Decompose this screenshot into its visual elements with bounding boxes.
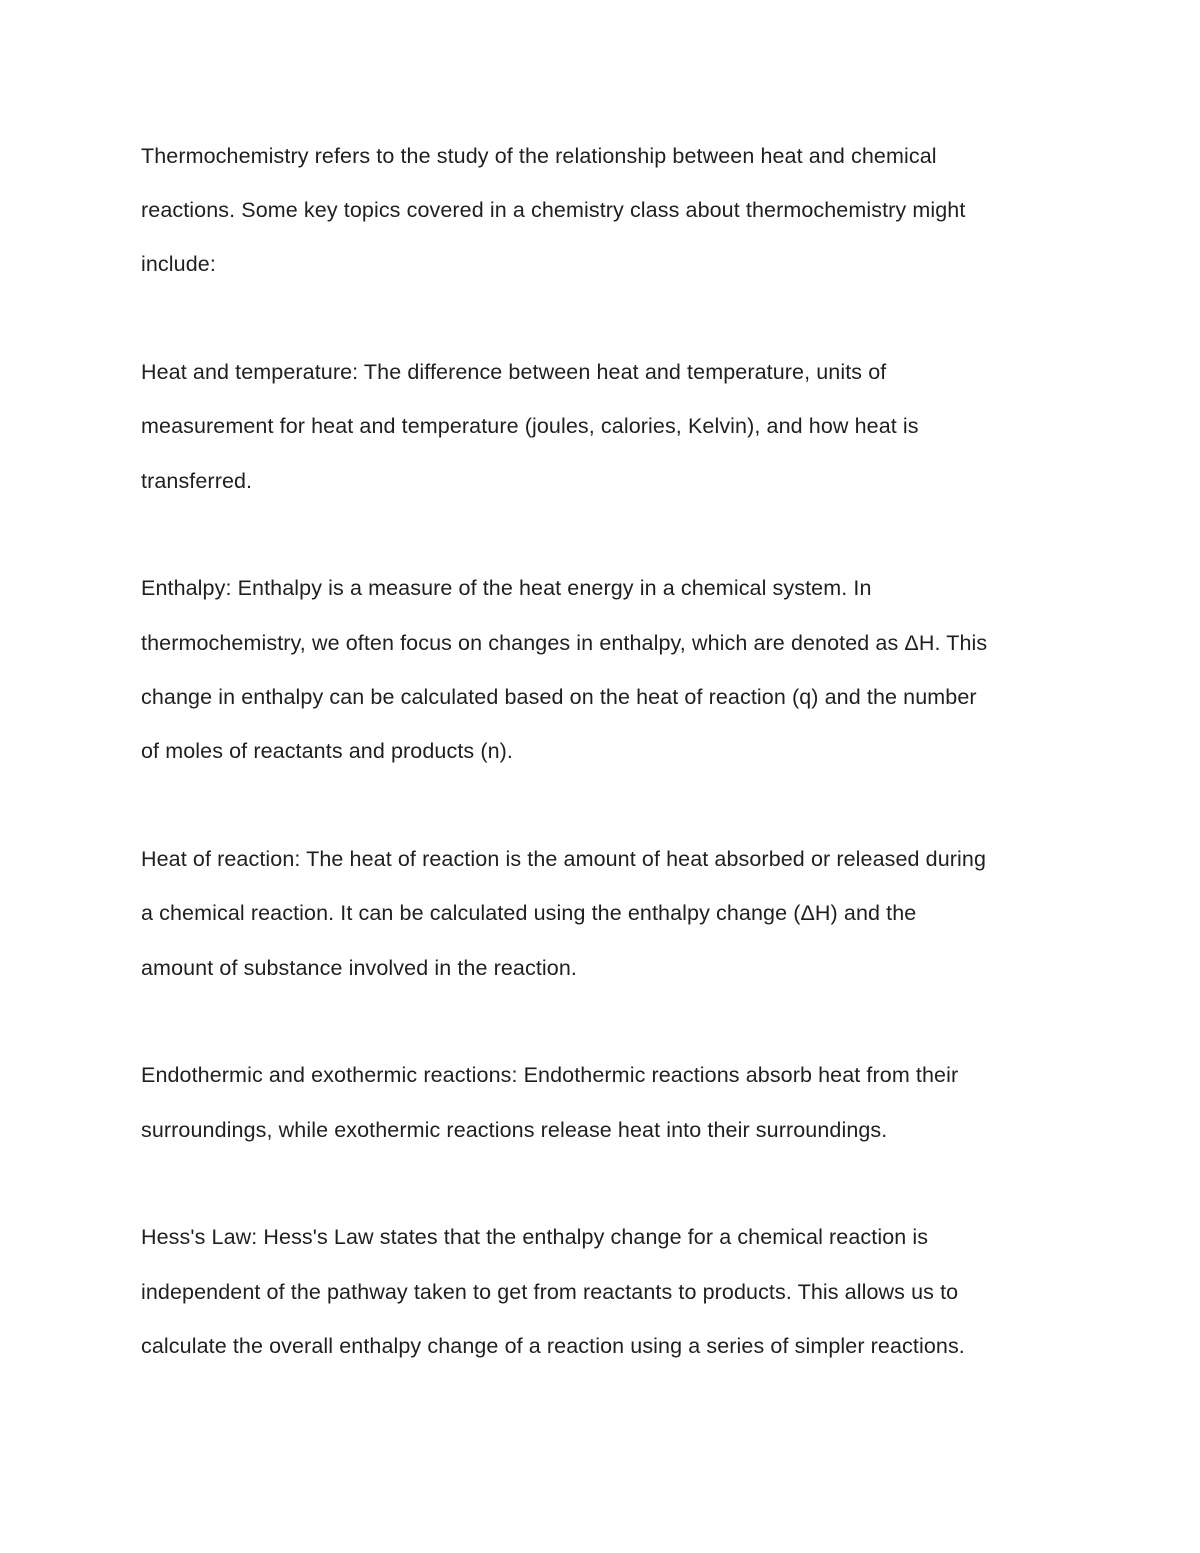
heat-of-reaction-line-1: Heat of reaction: The heat of reaction is the amount of heat absorbed or released during <box>141 847 987 871</box>
intro-line-1: Thermochemistry refers to the study of the relationship between heat and chemical <box>141 144 937 168</box>
hess-law-line-1: Hess's Law: Hess's Law states that the enthalpy change for a chemical reaction is <box>141 1225 929 1249</box>
enthalpy-line-4: of moles of reactants and products (n). <box>141 739 513 763</box>
enthalpy-line-3: change in enthalpy can be calculated based on the heat of reaction (q) and the number <box>141 685 977 709</box>
endo-exo-line-1: Endothermic and exothermic reactions: Endothermic reactions absorb heat from their <box>141 1063 959 1087</box>
intro-line-2: reactions. Some key topics covered in a chemistry class about thermochemistry might <box>141 198 966 222</box>
heat-of-reaction-line-3: amount of substance involved in the reaction. <box>141 956 577 980</box>
hess-law-line-3: calculate the overall enthalpy change of a reaction using a series of simpler reactions. <box>141 1334 965 1358</box>
enthalpy-line-2: thermochemistry, we often focus on changes in enthalpy, which are denoted as ΔH. This <box>141 631 988 655</box>
intro-line-3: include: <box>141 252 216 276</box>
heat-temperature-line-1: Heat and temperature: The difference between heat and temperature, units of <box>141 360 887 384</box>
hess-law-line-2: independent of the pathway taken to get from reactants to products. This allows us to <box>141 1280 959 1304</box>
heat-temperature-line-3: transferred. <box>141 469 253 493</box>
heat-of-reaction-line-2: a chemical reaction. It can be calculated using the enthalpy change (ΔH) and the <box>141 901 917 925</box>
heat-temperature-line-2: measurement for heat and temperature (joules, calories, Kelvin), and how heat is <box>141 414 919 438</box>
endo-exo-line-2: surroundings, while exothermic reactions release heat into their surroundings. <box>141 1118 888 1142</box>
enthalpy-line-1: Enthalpy: Enthalpy is a measure of the heat energy in a chemical system. In <box>141 576 872 600</box>
